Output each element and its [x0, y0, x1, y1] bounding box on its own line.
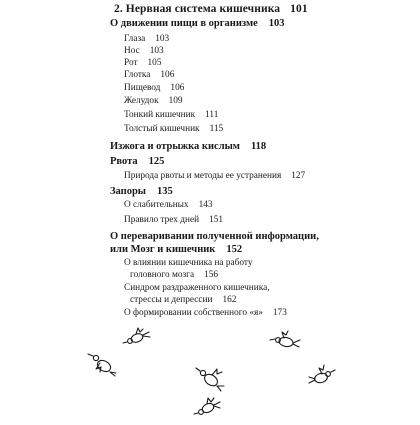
toc-entry-title: Природа рвоты и методы ее устранения [124, 171, 282, 181]
toc-entry-page: 103 [155, 34, 170, 44]
toc-entry-title: Глаза [124, 34, 146, 44]
toc-section [110, 187, 173, 198]
bird-doodle [270, 331, 300, 348]
toc-entry-title: Рвота [110, 156, 138, 167]
toc-entry-title: стрессы и депрессии [130, 295, 213, 305]
toc-item [124, 47, 164, 56]
toc-item [124, 35, 169, 44]
toc-entry-page: 152 [226, 244, 243, 255]
chapter-heading [114, 4, 308, 16]
toc-entry-page: 127 [291, 171, 306, 181]
toc-item [124, 172, 305, 181]
toc-section [110, 19, 285, 30]
toc-item [124, 111, 218, 120]
toc-entry-title: Толстый кишечник [124, 124, 200, 134]
toc-entry-title: Тонкий кишечник [124, 110, 196, 120]
toc-item [124, 125, 223, 134]
toc-entry-page: 143 [198, 200, 213, 210]
bird-doodle [309, 365, 335, 384]
toc-entry-page: 106 [160, 70, 175, 80]
toc-entry-title: О влиянии кишечника на работу [124, 258, 253, 268]
toc-entry-page: 111 [205, 110, 219, 120]
toc-entry-title: головного мозга [130, 270, 195, 280]
toc-entry-page: 105 [147, 58, 162, 68]
toc-entry-title: О переваривании полученной информации, [110, 231, 319, 242]
toc-item [124, 84, 184, 93]
toc-entry-page: 109 [168, 96, 183, 106]
toc-entry-title: Изжога и отрыжка кислым [110, 141, 240, 152]
toc-entry-title: или Мозг и кишечник [110, 244, 216, 255]
toc-item [130, 296, 236, 305]
toc-item [124, 59, 161, 68]
toc-entry-page: 106 [170, 83, 185, 93]
toc-entry-page: 156 [204, 270, 219, 280]
bird-doodle [123, 328, 150, 344]
flying-birds-doodle-icon [0, 318, 420, 420]
toc-item [124, 284, 270, 293]
bird-doodle [196, 368, 224, 391]
toc-item [124, 97, 183, 106]
toc-entry-page: 151 [209, 215, 224, 225]
toc-entry-title: Желудок [124, 96, 159, 106]
chapter-title: 2. Нервная система кишечника [114, 3, 281, 15]
chapter-page: 101 [290, 3, 308, 15]
toc-entry-page: 118 [250, 141, 267, 152]
toc-item [124, 71, 174, 80]
toc-entry-title: Рот [124, 58, 138, 68]
toc-entry-title: О слабительных [124, 200, 189, 210]
toc-item [124, 259, 253, 268]
toc-entry-title: Правило трех дней [124, 215, 200, 225]
toc-item [124, 216, 223, 225]
toc-entry-title: О формировании собственного «я» [124, 308, 263, 318]
toc-entry-page: 173 [272, 308, 287, 318]
toc-entry-title: О движении пищи в организме [110, 18, 258, 29]
toc-entry-page: 103 [149, 46, 164, 56]
toc-entry-title: Нос [124, 46, 140, 56]
toc-entry-page: 125 [148, 156, 165, 167]
toc-entry-title: Глотка [124, 70, 151, 80]
toc-entry-title: Пищевод [124, 83, 161, 93]
bird-doodle [88, 354, 116, 376]
toc-section [110, 232, 319, 243]
toc-entry-page: 115 [209, 124, 224, 134]
toc-entry-page: 103 [268, 18, 285, 29]
toc-section [110, 245, 242, 256]
toc-entry-page: 162 [222, 295, 237, 305]
toc-item [124, 201, 213, 210]
toc-entry-page: 135 [157, 186, 173, 197]
toc-section [110, 142, 266, 153]
bird-doodle [194, 398, 220, 414]
toc-entry-title: Запоры [110, 186, 146, 197]
toc-item [130, 271, 218, 280]
flying-birds-illustration [0, 318, 420, 425]
toc-entry-title: Синдром раздраженного кишечника, [124, 283, 270, 293]
toc-item [124, 309, 287, 318]
toc-section [110, 157, 164, 168]
